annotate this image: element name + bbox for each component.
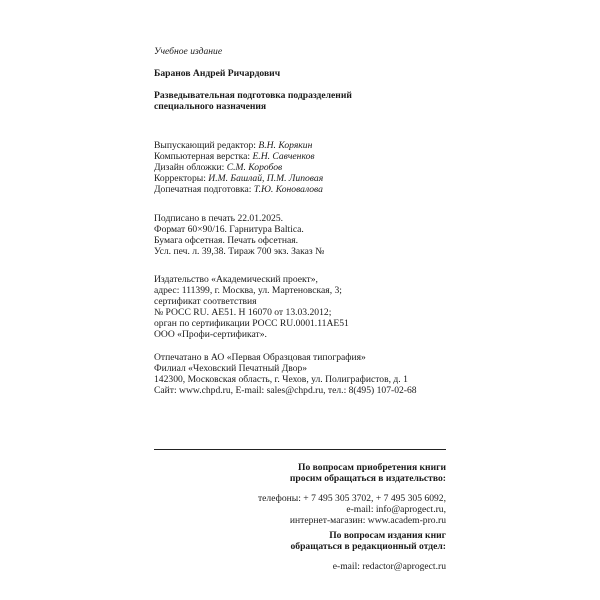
purchase-shop: интернет-магазин: www.academ-pro.ru [289, 515, 446, 526]
book-title-line-1: Разведывательная подготовка подразделений [154, 90, 352, 101]
publisher-info-line: сертификат соответствия [154, 296, 257, 307]
purchase-heading-line-1: По вопросам приобретения книги [298, 462, 446, 473]
print-info-line: Подписано в печать 22.01.2025. [154, 213, 284, 224]
credit-role: Корректоры: [154, 173, 206, 184]
credit-line [154, 173, 323, 184]
credit-name: В.Н. Корякин [258, 140, 313, 151]
print-info-line: Формат 60×90/16. Гарнитура Baltica. [154, 224, 304, 235]
purchase-phones: телефоны: + 7 495 305 3702, + 7 495 305 6092, [257, 493, 446, 504]
print-info-line: Усл. печ. л. 39,38. Тираж 700 экз. Заказ № [154, 246, 325, 257]
author-name: Баранов Андрей Ричардович [154, 68, 281, 79]
credit-line [154, 151, 315, 162]
publisher-info-line: орган по сертификации РОСС RU.0001.11АЕ51 [154, 318, 349, 329]
purchase-heading-line-2: просим обращаться в издательство: [289, 473, 446, 484]
printer-info-line: 142300, Московская область, г. Чехов, ул. Полиграфистов, д. 1 [154, 374, 408, 385]
credit-role: Допечатная подготовка: [154, 184, 252, 195]
credit-role: Компьютерная верстка: [154, 151, 251, 162]
edition-type: Учебное издание [154, 46, 223, 57]
editorial-heading-line-1: По вопросам издания книг [329, 530, 446, 541]
credit-name: Т.Ю. Коновалова [253, 184, 323, 195]
printer-info-line: Отпечатано в АО «Первая Образцовая типография» [154, 352, 366, 363]
credit-line [154, 162, 282, 173]
printer-info-line: Филиал «Чеховский Печатный Двор» [154, 363, 308, 374]
credit-line [154, 140, 312, 151]
publisher-info-line: адрес: 111399, г. Москва, ул. Мартеновская, 3; [154, 285, 342, 296]
publisher-info-line: Издательство «Академический проект», [154, 274, 318, 285]
divider-rule [154, 449, 446, 450]
editorial-email: e-mail: redactor@aprogect.ru [332, 561, 446, 572]
purchase-email: e-mail: info@aprogect.ru, [346, 504, 446, 515]
credit-name: Е.Н. Савченков [252, 151, 315, 162]
print-info-line: Бумага офсетная. Печать офсетная. [154, 235, 299, 246]
book-title-line-2: специального назначения [154, 101, 267, 112]
publisher-info-line: ООО «Профи-сертификат». [154, 329, 267, 340]
publisher-info-line: № РОСС RU. АЕ51. Н 16070 от 13.03.2012; [154, 307, 332, 318]
credit-name: И.М. Башлай, П.М. Липовая [208, 173, 324, 184]
editorial-heading-line-2: обращаться в редакционный отдел: [290, 541, 446, 552]
credit-role: Выпускающий редактор: [154, 140, 256, 151]
credit-role: Дизайн обложки: [154, 162, 225, 173]
credit-line [154, 184, 323, 195]
printer-info-line: Сайт: www.chpd.ru, E-mail: sales@chpd.ru, тел.: 8(495) 107-02-68 [154, 385, 417, 396]
credit-name: С.М. Коробов [226, 162, 283, 173]
